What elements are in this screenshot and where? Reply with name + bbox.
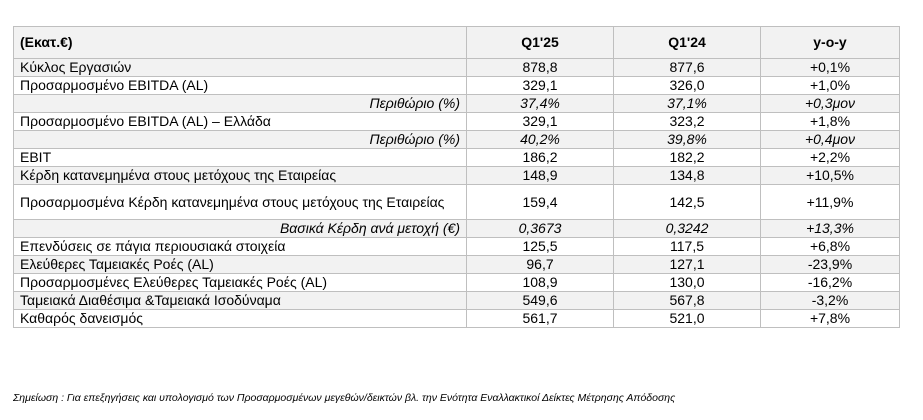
table-row — [14, 77, 900, 95]
value-yoy: +13,3% — [761, 220, 900, 238]
value-q1-24: 39,8% — [614, 131, 761, 149]
header-q1-25: Q1'25 — [467, 27, 614, 59]
value-q1-24: 37,1% — [614, 95, 761, 113]
row-label: Βασικά Κέρδη ανά μετοχή (€) — [14, 220, 467, 238]
value-q1-24: 323,2 — [614, 113, 761, 131]
value-q1-25: 159,4 — [467, 185, 614, 220]
table-row — [14, 167, 900, 185]
value-q1-25: 37,4% — [467, 95, 614, 113]
value-yoy: +0,3μον — [761, 95, 900, 113]
value-yoy: +7,8% — [761, 310, 900, 328]
value-q1-24: 326,0 — [614, 77, 761, 95]
value-q1-24: 134,8 — [614, 167, 761, 185]
value-yoy: -3,2% — [761, 292, 900, 310]
value-yoy: +2,2% — [761, 149, 900, 167]
financial-summary-table — [13, 26, 900, 328]
table-row — [14, 59, 900, 77]
row-label: Επενδύσεις σε πάγια περιουσιακά στοιχεία — [14, 238, 467, 256]
value-q1-24: 0,3242 — [614, 220, 761, 238]
table-row — [14, 95, 900, 113]
row-label: Προσαρμοσμένες Ελεύθερες Ταμειακές Ροές (AL) — [14, 274, 467, 292]
table-row — [14, 256, 900, 274]
row-label: Περιθώριο (%) — [14, 131, 467, 149]
row-label: Κέρδη κατανεμημένα στους μετόχους της Εταιρείας — [14, 167, 467, 185]
table-row — [14, 292, 900, 310]
value-q1-25: 148,9 — [467, 167, 614, 185]
value-q1-24: 130,0 — [614, 274, 761, 292]
row-label: Προσαρμοσμένο EBITDA (AL) – Ελλάδα — [14, 113, 467, 131]
value-q1-25: 878,8 — [467, 59, 614, 77]
value-q1-24: 142,5 — [614, 185, 761, 220]
table-body — [14, 59, 900, 328]
value-q1-25: 0,3673 — [467, 220, 614, 238]
value-q1-25: 125,5 — [467, 238, 614, 256]
value-q1-24: 127,1 — [614, 256, 761, 274]
table-row — [14, 310, 900, 328]
row-label: Καθαρός δανεισμός — [14, 310, 467, 328]
header-yoy: y-o-y — [761, 27, 900, 59]
value-yoy: +0,1% — [761, 59, 900, 77]
header-unit: (Εκατ.€) — [14, 27, 467, 59]
value-q1-24: 567,8 — [614, 292, 761, 310]
row-label: Περιθώριο (%) — [14, 95, 467, 113]
row-label: Κύκλος Εργασιών — [14, 59, 467, 77]
value-q1-24: 521,0 — [614, 310, 761, 328]
value-yoy: +6,8% — [761, 238, 900, 256]
table-row — [14, 220, 900, 238]
table-header-row — [14, 27, 900, 59]
table-row — [14, 185, 900, 220]
value-q1-25: 96,7 — [467, 256, 614, 274]
value-q1-25: 108,9 — [467, 274, 614, 292]
value-q1-24: 877,6 — [614, 59, 761, 77]
value-yoy: +10,5% — [761, 167, 900, 185]
value-q1-24: 117,5 — [614, 238, 761, 256]
value-q1-25: 561,7 — [467, 310, 614, 328]
row-label: EBIT — [14, 149, 467, 167]
value-q1-25: 329,1 — [467, 77, 614, 95]
table-row — [14, 238, 900, 256]
table-row — [14, 274, 900, 292]
value-yoy: +0,4μον — [761, 131, 900, 149]
row-label: Προσαρμοσμένα Κέρδη κατανεμημένα στους μετόχους της Εταιρείας — [14, 185, 467, 220]
table-row — [14, 149, 900, 167]
header-q1-24: Q1'24 — [614, 27, 761, 59]
row-label: Προσαρμοσμένο EBITDA (AL) — [14, 77, 467, 95]
table-row — [14, 113, 900, 131]
value-q1-25: 186,2 — [467, 149, 614, 167]
value-yoy: +1,8% — [761, 113, 900, 131]
value-q1-25: 40,2% — [467, 131, 614, 149]
value-yoy: +1,0% — [761, 77, 900, 95]
value-q1-25: 329,1 — [467, 113, 614, 131]
value-yoy: -16,2% — [761, 274, 900, 292]
value-yoy: +11,9% — [761, 185, 900, 220]
table-row — [14, 131, 900, 149]
value-yoy: -23,9% — [761, 256, 900, 274]
row-label: Ταμειακά Διαθέσιμα &Ταμειακά Ισοδύναμα — [14, 292, 467, 310]
row-label: Ελεύθερες Ταμειακές Ροές (AL) — [14, 256, 467, 274]
value-q1-24: 182,2 — [614, 149, 761, 167]
value-q1-25: 549,6 — [467, 292, 614, 310]
footnote: Σημείωση : Για επεξηγήσεις και υπολογισμό των Προσαρμοσμένων μεγεθών/δεικτών βλ. την Ενότητα Εναλλακτικοί Δείκτες Μέτρησης Απόδοσης — [13, 392, 676, 404]
